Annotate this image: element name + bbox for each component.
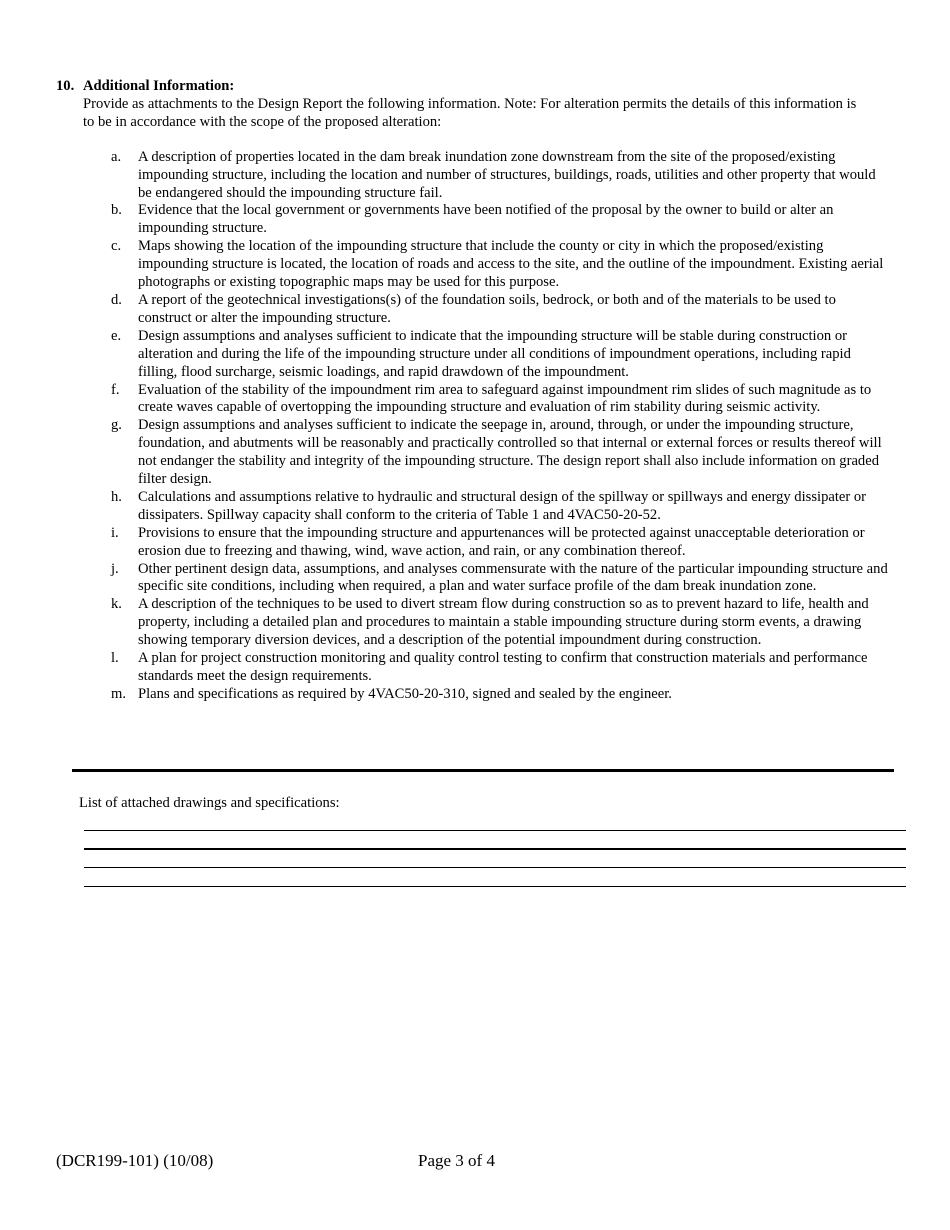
item-text: Calculations and assumptions relative to hydraulic and structural design of the spillway or spillways and energy dissipater or dissipaters. Spillway capacity shall conform to the criteria of Table 1 and 4VAC50-20-52. [138, 488, 867, 523]
item-text: Evidence that the local government or governments have been notified of the proposal by the owner to build or alter an impounding structure. [138, 202, 834, 237]
list-item [56, 489, 896, 525]
item-letter: k. [111, 596, 122, 613]
footer-page-number: Page 3 of 4 [418, 1151, 495, 1170]
item-letter: l. [111, 650, 119, 667]
list-item [56, 596, 896, 650]
list-item [56, 686, 896, 704]
item-letter: m. [111, 685, 126, 702]
item-text: Other pertinent design data, assumptions, and analyses commensurate with the nature of the particular impounding structure and specific site conditions, including when required, a plan and water surface profile of the dam break inundation zone. [138, 560, 888, 595]
item-letter: c. [111, 238, 122, 255]
section-number: 10. [56, 78, 75, 94]
item-text: Provisions to ensure that the impounding structure and appurtenances will be protected against unacceptable deterioration or erosion due to freezing and thawing, wind, wave action, and rain, or any combination thereof. [138, 524, 865, 559]
item-letter: b. [111, 202, 122, 219]
item-text: A description of the techniques to be used to divert stream flow during construction so as to prevent hazard to life, health and property, including a detailed plan and procedures to maintain a stable impounding structure during storm events, a drawing showing temporary diversion devices, and a description of the potential impoundment during construction. [138, 596, 869, 649]
attachments-label: List of attached drawings and specifications: [79, 795, 340, 811]
attachment-entry-line-2[interactable] [84, 848, 906, 850]
attachment-entry-line-3[interactable] [84, 867, 906, 868]
attachment-entry-line-4[interactable] [84, 886, 906, 887]
list-item [56, 525, 896, 561]
list-item [56, 650, 896, 686]
section-title: Additional Information: [83, 78, 235, 94]
list-item [56, 202, 896, 238]
item-text: Design assumptions and analyses sufficient to indicate that the impounding structure will be stable during construction or alteration and during the life of the impounding structure under all conditions of impoundment operations, including rapid filling, flood surcharge, seismic loadings, and rapid drawdown of the impoundment. [138, 327, 851, 380]
item-text: Design assumptions and analyses sufficient to indicate the seepage in, around, through, or under the impounding structure, foundation, and abutments will be reasonably and practically controlled so that internal or external forces or results thereof will not endanger the stability and integrity of the impounding structure. The design report shall also include information on graded filter design. [138, 417, 882, 488]
item-letter: i. [111, 524, 119, 541]
additional-information-section [56, 78, 896, 704]
item-letter: d. [111, 291, 122, 308]
item-letter: j. [111, 560, 119, 577]
attachment-entry-line-1[interactable] [84, 830, 906, 831]
item-text: A description of properties located in the dam break inundation zone downstream from the site of the proposed/existing impounding structure, including the location and number of structures, buildings, roads, utilities and other property that would be endangered should the impounding structure fail. [138, 148, 876, 201]
item-letter: f. [111, 381, 120, 398]
list-item [56, 561, 896, 597]
section-intro: Provide as attachments to the Design Report the following information. Note: For alteration permits the details of this information is to be in accordance with the scope of the proposed alteration: [83, 95, 857, 130]
list-item [56, 149, 896, 203]
item-text: Plans and specifications as required by 4VAC50-20-310, signed and sealed by the engineer. [138, 685, 672, 702]
footer-form-id: (DCR199-101) (10/08) [56, 1151, 214, 1170]
item-text: A report of the geotechnical investigations(s) of the foundation soils, bedrock, or both and of the materials to be used to construct or alter the impounding structure. [138, 291, 836, 326]
list-item [56, 292, 896, 328]
item-letter: e. [111, 327, 122, 344]
requirements-list [56, 149, 896, 704]
list-item [56, 238, 896, 292]
list-item [56, 417, 896, 489]
list-item [56, 382, 896, 418]
section-heading [56, 78, 896, 96]
item-letter: h. [111, 488, 122, 505]
list-item [56, 328, 896, 382]
item-text: A plan for project construction monitoring and quality control testing to confirm that construction materials and performance standards meet the design requirements. [138, 650, 868, 684]
item-text: Maps showing the location of the impounding structure that include the county or city in which the proposed/existing impounding structure is located, the location of roads and access to the site, and the outline of the impoundment. Existing aerial photographs or existing topographic maps may be used for this purpose. [138, 238, 884, 291]
item-letter: g. [111, 417, 122, 434]
item-text: Evaluation of the stability of the impoundment rim area to safeguard against impoundment rim slides of such magnitude as to create waves capable of overtopping the impounding structure and evaluation of rim stability during seismic activity. [138, 381, 872, 416]
item-letter: a. [111, 148, 122, 165]
section-divider [72, 769, 894, 772]
